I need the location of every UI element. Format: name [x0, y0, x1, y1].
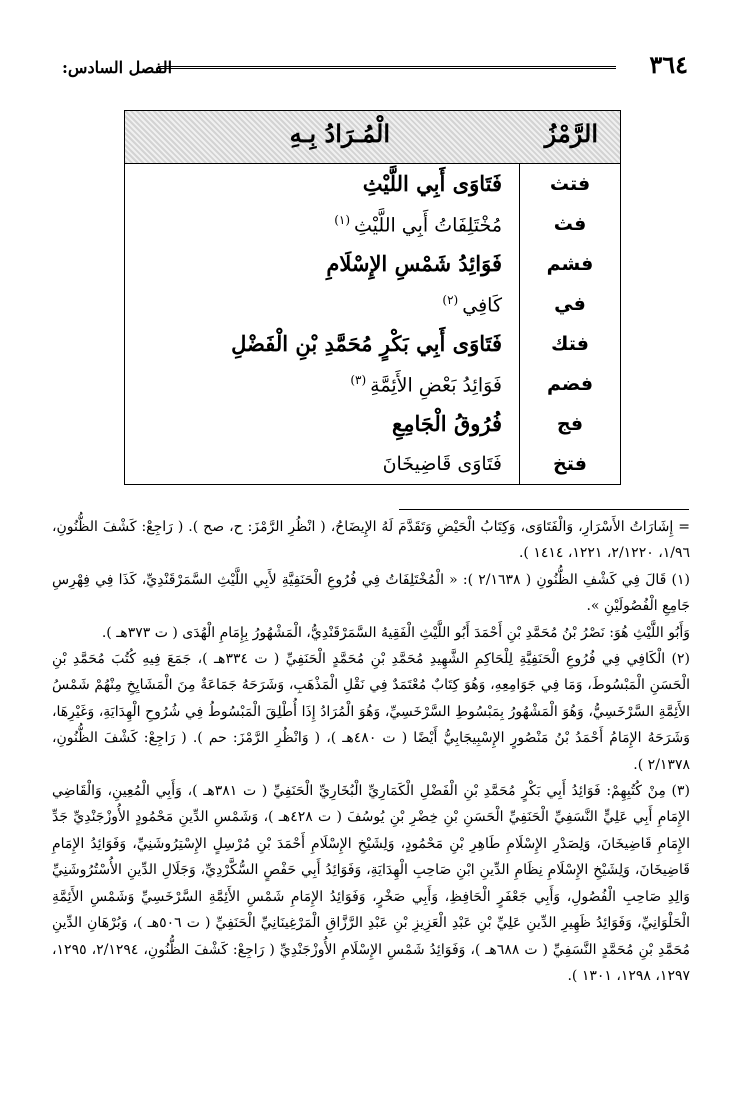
meaning-text: فُرُوقُ الْجَامِعِ — [392, 411, 502, 436]
meaning-cell — [392, 411, 502, 436]
meaning-cell — [326, 251, 502, 276]
page-header — [62, 50, 688, 88]
meaning-cell — [231, 331, 502, 356]
footnote-3: (٣) مِنْ كُتُبِهِمْ: فَوَائِدُ أَبِي بَكْرٍ مُحَمَّدِ بْنِ الْفَضْلِ الْكَمَارِيِّ الْبُخَارِيِّ الْحَنَفِيِّ ( ت ٣٨١هـ )، وَأَبِي الْمُعِينِ، وَالْقَاضِي الإِمَامِ أَبِي عَلِيٍّ النَّسَفِيِّ الْحَنَفِيِّ الْحَسَنِ بْنِ خِضْرِ بْنِ يُوسُفَ ( ت ٤٢٨هـ )، وَشَمْسِ الدِّينِ مَحْمُودٍ الأُوزْجَنْدِيِّ جَدِّ الإِمَامِ قَاضِيخَانَ، وَلِصَدْرِ الإِسْلَامِ طَاهِرِ بْنِ مَحْمُودٍ، وَلِشَيْخِ الإِسْلَامِ أَحْمَدَ بْنِ مُرْسِلٍ الإِسْتِرُوشَنِيِّ، وَفَوَائِدُ الإِمَامِ قَاضِيخَانَ، وَلِشَيْخِ الإِسْلَامِ نِظَامِ الدِّينِ ابْنِ صَاحِبِ الْهِدَايَةِ، وَفَوَائِدُ أَبِي حَفْصٍ السُّكَّرْدِيِّ، وَجَلَالِ الدِّينِ الأُسْتُرُوشَنِيِّ وَالِدِ صَاحِبِ الْفُصُولِ، وَأَبِي جَعْفَرٍ الْحَافِظِ، وَأَبِي صَخْرٍ، وَفَوَائِدُ الإِمَامِ شَمْسِ الأَئِمَّةِ السَّرْخَسِيِّ وَشَمْسِ الأَئِمَّةِ الْحَلْوَانِيِّ، وَفَوَائِدُ ظَهِيرِ الدِّينِ عَلِيِّ بْنِ عَبْدِ الْعَزِيزِ بْنِ عَبْدِ الرَّزَّاقِ الْمَرْغِينَانِيِّ الْحَنَفِيِّ ( ت ٥٠٦هـ )، وَبُرْهَانِ الدِّينِ مُحَمَّدِ بْنِ مُحَمَّدٍ النَّسَفِيِّ ( ت ٦٨٨هـ )، وَفَوَائِدُ شَمْسِ الإِسْلَامِ الأُوزْجَنْدِيِّ ( رَاجِعْ: كَشْفَ الظُّنُونِ، ٢/١٢٩٤، ١٢٩٥، ١٢٩٧، ١٢٩٨، ١٣٠١ ). — [52, 783, 691, 984]
meaning-cell — [363, 171, 502, 196]
header-meaning: الْمُـرَادُ بِـهِ — [289, 119, 390, 148]
footnote-2: (٢) الْكَافِي فِي فُرُوعِ الْحَنَفِيَّةِ لِلْحَاكِمِ الشَّهِيدِ مُحَمَّدِ بْنِ مُحَمَّدٍ الْحَنَفِيِّ ( ت ٣٣٤هـ )، جَمَعَ فِيهِ كُتُبَ مُحَمَّدِ بْنِ الْحَسَنِ الْمَبْسُوطَ، وَمَا فِي جَوَامِعِهِ، وَهُوَ كِتَابٌ مُعْتَمَدٌ فِي نَقْلِ الْمَذْهَبِ، وَشَرَحَهُ جَمَاعَةٌ مِنَ الْمَشَايِخِ مِنْهُمْ شَمْسُ الأَئِمَّةِ السَّرْخَسِيُّ، وَهُوَ الْمَشْهُورُ بِمَبْسُوطِ السَّرْخَسِيِّ، وَهُوَ الْمُرَادُ إِذَا أُطْلِقَ الْمَبْسُوطُ فِي شُرُوحِ الْهِدَايَةِ، وَغَيْرِهَا، وَشَرَحَهُ الإِمَامُ أَحْمَدُ بْنُ مَنْصُورٍ الإِسْبِيجَابِيُّ أَيْضًا ( ت ٤٨٠هـ )، ( وَانْظُرِ الرَّمْزَ: حم ). ( رَاجِعْ: كَشْفَ الظُّنُونِ، ٢/١٣٧٨ ). — [52, 651, 690, 773]
code-table — [124, 110, 621, 485]
table-header-row — [125, 111, 620, 164]
table-row — [125, 447, 620, 487]
meaning-cell — [383, 453, 502, 475]
page-number: ٣٦٤ — [649, 50, 688, 79]
code-cell: فتك — [551, 333, 589, 355]
footnotes — [52, 514, 690, 989]
footnote-ref: (١) — [334, 213, 351, 227]
meaning-cell — [350, 373, 502, 396]
meaning-text: كَافِي — [462, 294, 502, 317]
meaning-text: فَوَائِدُ شَمْسِ الإِسْلَامِ — [326, 251, 502, 276]
footnote-ref: (٢) — [442, 293, 459, 307]
meaning-text: فَوَائِدُ بَعْضِ الأَئِمَّةِ — [370, 374, 502, 397]
chapter-title: الفصل السادس: — [62, 58, 173, 77]
code-cell: فتخ — [553, 453, 587, 475]
table-row — [125, 167, 620, 207]
table-row — [125, 367, 620, 407]
code-cell: في — [554, 293, 586, 315]
table-row — [125, 287, 620, 327]
meaning-cell — [442, 293, 502, 316]
meaning-text: فَتَاوَى أَبِي اللَّيْثِ — [362, 171, 502, 196]
code-cell: فشم — [546, 253, 594, 275]
footnote-1: (١) قَالَ فِي كَشْفِ الظُّنُونِ ( ٢/١٦٣٨ ): « الْمُخْتَلِفَاتُ فِي فُرُوعِ الْحَنَفِيَّةِ لأَبِي اللَّيْثِ السَّمَرْقَنْدِيِّ، كَذَا فِي فِهْرِسِ جَامِعِ الْفُصُولَيْنِ ». — [52, 571, 690, 615]
footnote-continuation: = إِشَارَاتُ الأَسْرَارِ، وَالْفَتَاوَى، وَكِتَابُ الْحَيْضِ وَتَقَدَّمَ لَهُ الإِيضَاحُ، ( انْظُرِ الرَّمْزَ: ح، صح ). ( رَاجِعْ: كَشْفَ الظُّنُونِ، ١/٩٦، ٢/١٢٢٠، ١٢٢١، ١٤١٤ ). — [52, 519, 690, 562]
meaning-text: مُخْتَلِفَاتُ أَبِي اللَّيْثِ — [354, 214, 502, 237]
header-code: الرَّمْزُ — [544, 119, 598, 148]
code-cell: فتث — [549, 173, 591, 195]
footnote-separator — [399, 509, 689, 510]
meaning-cell — [334, 213, 502, 236]
code-cell: فث — [553, 213, 587, 235]
table-row — [125, 327, 620, 367]
footnote-1-bio: وَأَبُو اللَّيْثِ هُوَ: نَصْرُ بْنُ مُحَمَّدِ بْنِ أَحْمَدَ أَبُو اللَّيْثِ الْفَقِيهُ السَّمَرْقَنْدِيُّ، الْمَشْهُورُ بِإِمَامِ الْهُدَى ( ت ٣٧٣هـ ). — [101, 624, 690, 641]
header-rule — [158, 66, 616, 74]
table-row — [125, 407, 620, 447]
code-cell: فضم — [546, 373, 594, 395]
meaning-text: فَتَاوَى أَبِي بَكْرٍ مُحَمَّدِ بْنِ الْفَضْلِ — [231, 331, 502, 356]
footnote-ref: (٣) — [350, 373, 367, 387]
table-row — [125, 207, 620, 247]
code-cell: فج — [556, 413, 584, 435]
table-body — [125, 167, 620, 487]
table-row — [125, 247, 620, 287]
meaning-text: فَتَاوَى قَاضِيخَانَ — [382, 453, 502, 475]
